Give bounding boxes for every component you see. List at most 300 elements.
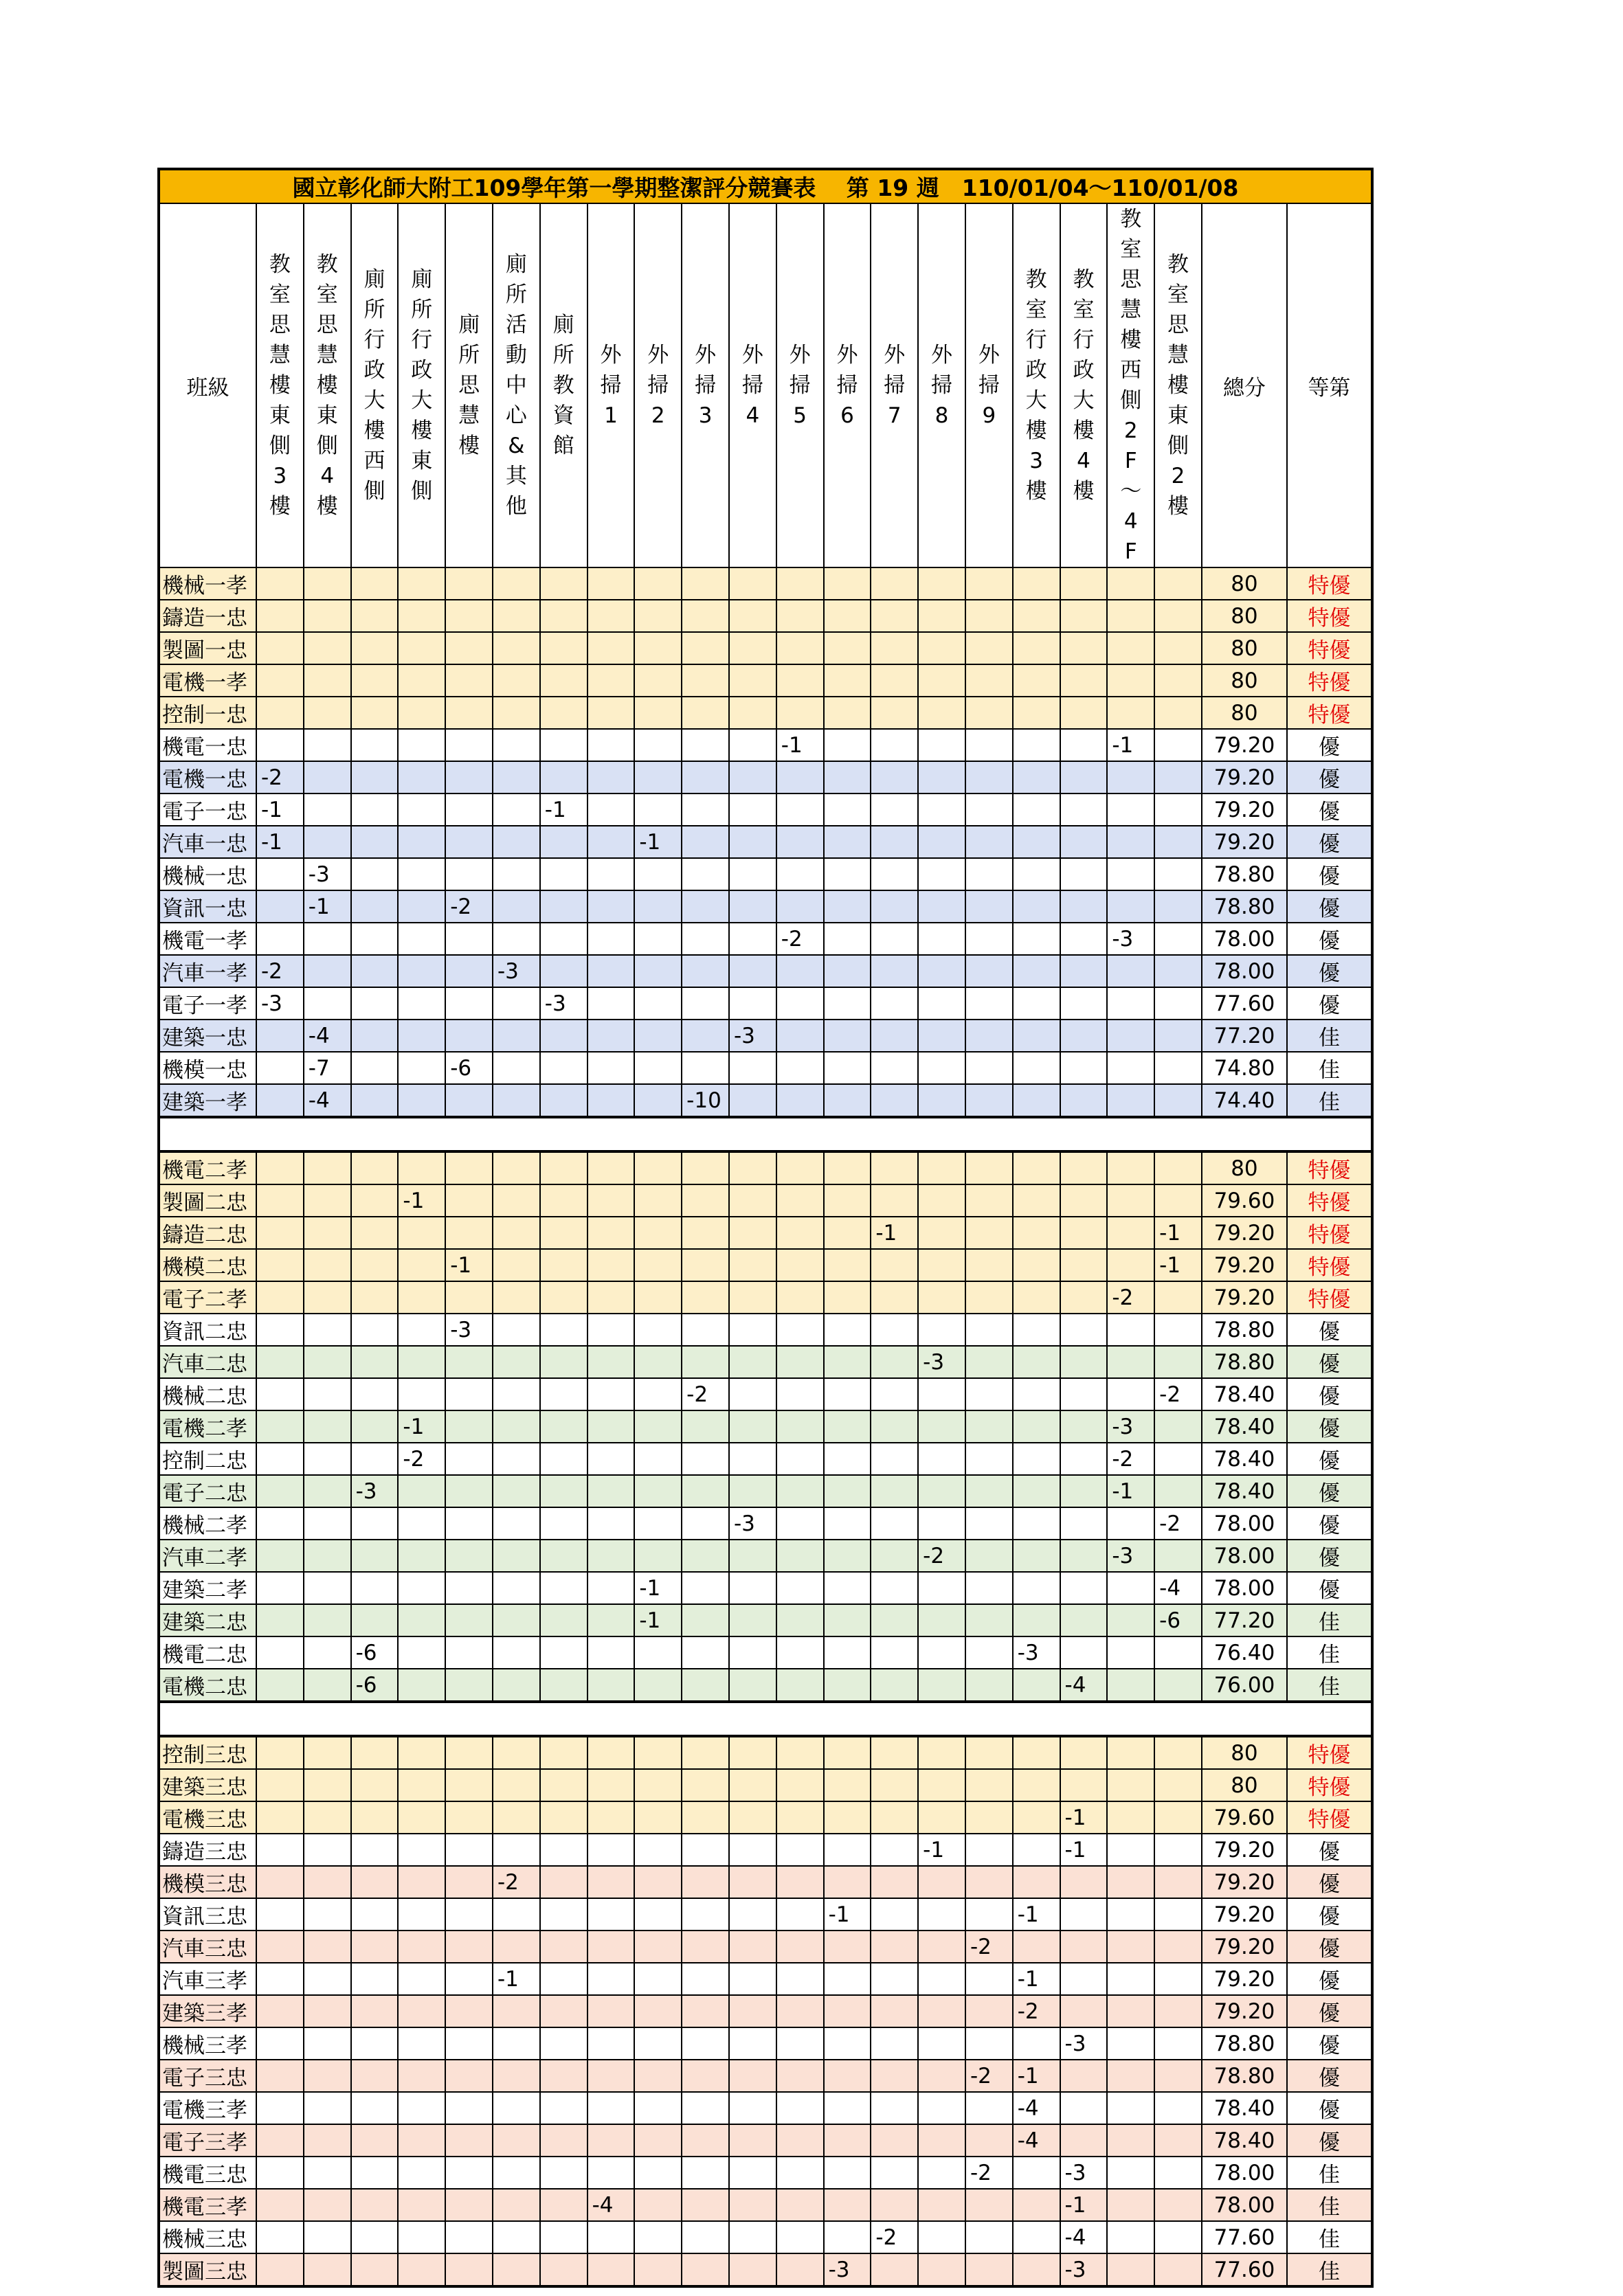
- deduction-cell: [871, 1604, 918, 1636]
- deduction-cell: [729, 761, 776, 794]
- deduction-cell: [304, 2189, 351, 2221]
- deduction-cell: -1: [1107, 1475, 1154, 1507]
- total-score: 77.60: [1202, 2221, 1287, 2253]
- deduction-cell: [540, 2189, 587, 2221]
- deduction-cell: [587, 1995, 635, 2027]
- deduction-cell: [634, 1995, 682, 2027]
- table-row: [159, 2060, 1372, 2092]
- deduction-cell: [493, 1281, 540, 1314]
- deduction-cell: [871, 761, 918, 794]
- section-gap: [159, 1117, 1372, 1151]
- deduction-cell: [587, 1801, 635, 1834]
- deduction-cell: [1107, 2157, 1154, 2189]
- deduction-cell: [256, 1443, 304, 1475]
- deduction-cell: [304, 1995, 351, 2027]
- deduction-cell: [965, 1410, 1013, 1443]
- deduction-cell: [493, 729, 540, 761]
- deduction-cell: [1154, 664, 1202, 697]
- deduction-cell: [493, 1572, 540, 1604]
- deduction-cell: [256, 664, 304, 697]
- deduction-cell: [824, 1736, 871, 1769]
- deduction-cell: -2: [871, 2221, 918, 2253]
- table-row: [159, 632, 1372, 664]
- table-row: [159, 1834, 1372, 1866]
- deduction-cell: [256, 1636, 304, 1669]
- deduction-cell: [1107, 1636, 1154, 1669]
- deduction-cell: [587, 1084, 635, 1117]
- deduction-cell: [965, 664, 1013, 697]
- deduction-cell: [1060, 2124, 1108, 2157]
- deduction-cell: -1: [445, 1249, 493, 1281]
- deduction-cell: [540, 1995, 587, 2027]
- deduction-cell: [540, 1249, 587, 1281]
- deduction-cell: [304, 2157, 351, 2189]
- deduction-cell: [1013, 1410, 1060, 1443]
- table-row: [159, 890, 1372, 923]
- deduction-cell: [1013, 1184, 1060, 1217]
- deduction-cell: [256, 858, 304, 890]
- deduction-cell: [1060, 858, 1108, 890]
- rank-grade: 特優: [1287, 664, 1372, 697]
- deduction-cell: -1: [398, 1184, 445, 1217]
- deduction-cell: [776, 1995, 824, 2027]
- deduction-cell: [540, 761, 587, 794]
- deduction-cell: [351, 923, 399, 955]
- deduction-cell: [634, 567, 682, 600]
- class-name: 鑄造三忠: [159, 1834, 256, 1866]
- deduction-cell: [1013, 1249, 1060, 1281]
- deduction-cell: [1154, 2221, 1202, 2253]
- deduction-cell: [965, 2189, 1013, 2221]
- deduction-cell: [965, 826, 1013, 858]
- deduction-cell: [445, 2060, 493, 2092]
- deduction-cell: [824, 858, 871, 890]
- deduction-cell: [398, 2092, 445, 2124]
- deduction-cell: -4: [1013, 2092, 1060, 2124]
- total-score: 79.60: [1202, 1184, 1287, 1217]
- deduction-cell: [776, 1669, 824, 1702]
- deduction-cell: -6: [351, 1636, 399, 1669]
- deduction-cell: [304, 1443, 351, 1475]
- deduction-cell: [871, 600, 918, 632]
- deduction-cell: [398, 955, 445, 987]
- deduction-cell: [540, 2253, 587, 2286]
- deduction-cell: [729, 2060, 776, 2092]
- deduction-cell: [1107, 2027, 1154, 2060]
- deduction-cell: [1013, 1866, 1060, 1898]
- total-score: 80: [1202, 1151, 1287, 1184]
- deduction-cell: [304, 1866, 351, 1898]
- deduction-cell: [729, 1052, 776, 1084]
- deduction-cell: [682, 826, 729, 858]
- deduction-cell: [398, 890, 445, 923]
- header-col-label: 教室行政大樓4樓: [1073, 267, 1095, 504]
- table-row: [159, 1736, 1372, 1769]
- deduction-cell: -3: [1107, 1410, 1154, 1443]
- deduction-cell: [493, 1769, 540, 1801]
- deduction-cell: [682, 955, 729, 987]
- deduction-cell: [965, 1507, 1013, 1540]
- rank-grade: 優: [1287, 761, 1372, 794]
- total-score: 79.20: [1202, 1281, 1287, 1314]
- class-name: 電機三忠: [159, 1801, 256, 1834]
- deduction-cell: [1107, 1151, 1154, 1184]
- class-name: 電機一孝: [159, 664, 256, 697]
- deduction-cell: [1060, 1410, 1108, 1443]
- table-row: [159, 1604, 1372, 1636]
- deduction-cell: [824, 1636, 871, 1669]
- header-rank: 等第: [1287, 203, 1372, 567]
- deduction-cell: [1154, 955, 1202, 987]
- deduction-cell: [398, 923, 445, 955]
- deduction-cell: -2: [445, 890, 493, 923]
- deduction-cell: [776, 1020, 824, 1052]
- deduction-cell: [1013, 600, 1060, 632]
- deduction-cell: [587, 1217, 635, 1249]
- deduction-cell: [918, 1443, 965, 1475]
- deduction-cell: [918, 664, 965, 697]
- deduction-cell: [965, 987, 1013, 1020]
- deduction-cell: [776, 955, 824, 987]
- deduction-cell: [445, 1669, 493, 1702]
- deduction-cell: -1: [634, 1572, 682, 1604]
- deduction-cell: [445, 1507, 493, 1540]
- deduction-cell: [729, 1184, 776, 1217]
- deduction-cell: [729, 890, 776, 923]
- deduction-cell: [965, 1604, 1013, 1636]
- deduction-cell: [445, 2124, 493, 2157]
- deduction-cell: [729, 729, 776, 761]
- deduction-cell: [824, 923, 871, 955]
- deduction-cell: [304, 1572, 351, 1604]
- deduction-cell: [918, 1475, 965, 1507]
- deduction-cell: [918, 1898, 965, 1931]
- deduction-cell: [445, 1410, 493, 1443]
- deduction-cell: [1107, 2221, 1154, 2253]
- deduction-cell: [540, 2060, 587, 2092]
- deduction-cell: [493, 1020, 540, 1052]
- deduction-cell: [1154, 1898, 1202, 1931]
- total-score: 78.40: [1202, 1378, 1287, 1410]
- deduction-cell: [540, 1898, 587, 1931]
- deduction-cell: [304, 2124, 351, 2157]
- deduction-cell: [729, 1314, 776, 1346]
- deduction-cell: [918, 600, 965, 632]
- deduction-cell: [824, 2189, 871, 2221]
- header-col-label: 廁所行政大樓西側: [363, 267, 385, 504]
- deduction-cell: [587, 1636, 635, 1669]
- deduction-cell: [540, 1736, 587, 1769]
- deduction-cell: [304, 729, 351, 761]
- deduction-cell: [540, 1084, 587, 1117]
- deduction-cell: [351, 794, 399, 826]
- rank-grade: 佳: [1287, 1084, 1372, 1117]
- rank-grade: 佳: [1287, 2189, 1372, 2221]
- deduction-cell: [256, 1669, 304, 1702]
- deduction-cell: [776, 1572, 824, 1604]
- deduction-cell: -2: [965, 1931, 1013, 1963]
- deduction-cell: [682, 987, 729, 1020]
- header-col-label: 廁所行政大樓東側: [411, 267, 433, 504]
- deduction-cell: [540, 632, 587, 664]
- header-col-7: [540, 203, 587, 567]
- deduction-cell: [493, 1931, 540, 1963]
- deduction-cell: [540, 1217, 587, 1249]
- class-name: 建築一孝: [159, 1084, 256, 1117]
- table-row: [159, 1443, 1372, 1475]
- class-name: 建築三孝: [159, 1995, 256, 2027]
- deduction-cell: [776, 1540, 824, 1572]
- deduction-cell: [1060, 1931, 1108, 1963]
- header-col-label: 教室行政大樓3樓: [1025, 267, 1047, 504]
- deduction-cell: [351, 1769, 399, 1801]
- header-col-label: 教室思慧樓東側3樓: [269, 252, 291, 519]
- deduction-cell: [729, 1736, 776, 1769]
- deduction-cell: [729, 1378, 776, 1410]
- deduction-cell: [634, 2027, 682, 2060]
- deduction-cell: [824, 987, 871, 1020]
- rank-grade: 優: [1287, 1410, 1372, 1443]
- deduction-cell: [304, 1184, 351, 1217]
- deduction-cell: [1107, 1866, 1154, 1898]
- deduction-cell: [445, 1346, 493, 1378]
- deduction-cell: [871, 1151, 918, 1184]
- deduction-cell: [1060, 1475, 1108, 1507]
- rank-grade: 優: [1287, 1931, 1372, 1963]
- deduction-cell: [918, 1572, 965, 1604]
- header-col-label: 外掃6: [836, 343, 858, 429]
- deduction-cell: [1154, 1020, 1202, 1052]
- deduction-cell: [965, 632, 1013, 664]
- deduction-cell: [493, 2157, 540, 2189]
- deduction-cell: [965, 2221, 1013, 2253]
- deduction-cell: [398, 1636, 445, 1669]
- deduction-cell: [918, 1249, 965, 1281]
- deduction-cell: [256, 1898, 304, 1931]
- deduction-cell: [256, 2157, 304, 2189]
- deduction-cell: [918, 567, 965, 600]
- deduction-cell: [918, 1052, 965, 1084]
- deduction-cell: [824, 1020, 871, 1052]
- deduction-cell: [398, 1151, 445, 1184]
- total-score: 78.00: [1202, 955, 1287, 987]
- deduction-cell: [398, 2157, 445, 2189]
- deduction-cell: [493, 567, 540, 600]
- deduction-cell: [587, 1963, 635, 1995]
- deduction-cell: [918, 697, 965, 729]
- deduction-cell: [682, 1346, 729, 1378]
- deduction-cell: [398, 1052, 445, 1084]
- deduction-cell: [824, 955, 871, 987]
- deduction-cell: [729, 1410, 776, 1443]
- deduction-cell: -3: [824, 2253, 871, 2286]
- deduction-cell: -3: [1060, 2253, 1108, 2286]
- deduction-cell: [634, 664, 682, 697]
- deduction-cell: [1154, 1314, 1202, 1346]
- deduction-cell: [1060, 664, 1108, 697]
- deduction-cell: [1154, 1346, 1202, 1378]
- deduction-cell: [918, 2060, 965, 2092]
- section-gap: [159, 1702, 1372, 1736]
- table-row: [159, 600, 1372, 632]
- deduction-cell: [871, 1052, 918, 1084]
- deduction-cell: [540, 1475, 587, 1507]
- deduction-cell: [729, 2253, 776, 2286]
- table-row: [159, 1378, 1372, 1410]
- deduction-cell: [634, 794, 682, 826]
- class-name: 製圖三忠: [159, 2253, 256, 2286]
- rank-grade: 佳: [1287, 2157, 1372, 2189]
- deduction-cell: [918, 1801, 965, 1834]
- deduction-cell: [398, 2221, 445, 2253]
- deduction-cell: [1013, 697, 1060, 729]
- rank-grade: 佳: [1287, 1636, 1372, 1669]
- class-name: 機械一忠: [159, 858, 256, 890]
- deduction-cell: [445, 1769, 493, 1801]
- deduction-cell: [398, 1084, 445, 1117]
- deduction-cell: [540, 1314, 587, 1346]
- deduction-cell: [587, 729, 635, 761]
- deduction-cell: [871, 1314, 918, 1346]
- rank-grade: 特優: [1287, 1249, 1372, 1281]
- deduction-cell: [1154, 1540, 1202, 1572]
- deduction-cell: [1060, 2060, 1108, 2092]
- deduction-cell: [824, 729, 871, 761]
- deduction-cell: [824, 1052, 871, 1084]
- deduction-cell: [965, 1769, 1013, 1801]
- deduction-cell: [776, 1801, 824, 1834]
- deduction-cell: [729, 858, 776, 890]
- deduction-cell: [965, 1378, 1013, 1410]
- deduction-cell: [1154, 2060, 1202, 2092]
- deduction-cell: [965, 567, 1013, 600]
- deduction-cell: [682, 632, 729, 664]
- deduction-cell: [445, 1084, 493, 1117]
- deduction-cell: [587, 1052, 635, 1084]
- deduction-cell: [965, 2124, 1013, 2157]
- deduction-cell: [1060, 1084, 1108, 1117]
- rank-grade: 優: [1287, 729, 1372, 761]
- header-col-2: [304, 203, 351, 567]
- deduction-cell: [682, 1410, 729, 1443]
- deduction-cell: [445, 1866, 493, 1898]
- deduction-cell: [1107, 890, 1154, 923]
- deduction-cell: [398, 567, 445, 600]
- deduction-cell: [1154, 987, 1202, 1020]
- table-row: [159, 955, 1372, 987]
- deduction-cell: [587, 2092, 635, 2124]
- deduction-cell: [776, 1084, 824, 1117]
- deduction-cell: [351, 1507, 399, 1540]
- deduction-cell: [256, 1736, 304, 1769]
- deduction-cell: [587, 2027, 635, 2060]
- deduction-cell: [256, 1963, 304, 1995]
- deduction-cell: -1: [1060, 1801, 1108, 1834]
- deduction-cell: [445, 2221, 493, 2253]
- deduction-cell: [1013, 1931, 1060, 1963]
- deduction-cell: [398, 1314, 445, 1346]
- deduction-cell: [682, 1052, 729, 1084]
- deduction-cell: [871, 1866, 918, 1898]
- rank-grade: 優: [1287, 1314, 1372, 1346]
- deduction-cell: [587, 1834, 635, 1866]
- deduction-cell: [824, 1604, 871, 1636]
- deduction-cell: [351, 1249, 399, 1281]
- deduction-cell: [871, 1084, 918, 1117]
- deduction-cell: [1013, 1378, 1060, 1410]
- deduction-cell: [493, 1410, 540, 1443]
- deduction-cell: [634, 632, 682, 664]
- deduction-cell: [1107, 1572, 1154, 1604]
- deduction-cell: [398, 697, 445, 729]
- deduction-cell: [871, 1346, 918, 1378]
- deduction-cell: [493, 826, 540, 858]
- deduction-cell: [540, 955, 587, 987]
- deduction-cell: [351, 1736, 399, 1769]
- deduction-cell: [1013, 664, 1060, 697]
- deduction-cell: [256, 1475, 304, 1507]
- deduction-cell: -1: [1107, 729, 1154, 761]
- deduction-cell: [587, 632, 635, 664]
- deduction-cell: [1060, 1052, 1108, 1084]
- deduction-cell: [729, 1963, 776, 1995]
- rank-grade: 優: [1287, 955, 1372, 987]
- deduction-cell: [729, 955, 776, 987]
- deduction-cell: [445, 1931, 493, 1963]
- deduction-cell: [682, 2124, 729, 2157]
- deduction-cell: [1060, 1020, 1108, 1052]
- deduction-cell: [304, 1378, 351, 1410]
- deduction-cell: [871, 1669, 918, 1702]
- deduction-cell: [1107, 1020, 1154, 1052]
- deduction-cell: [634, 1963, 682, 1995]
- deduction-cell: [634, 1669, 682, 1702]
- deduction-cell: [965, 1443, 1013, 1475]
- deduction-cell: [445, 729, 493, 761]
- deduction-cell: [1060, 1378, 1108, 1410]
- total-score: 79.20: [1202, 1931, 1287, 1963]
- deduction-cell: [1013, 1769, 1060, 1801]
- deduction-cell: [1154, 1410, 1202, 1443]
- deduction-cell: [824, 1475, 871, 1507]
- deduction-cell: [729, 987, 776, 1020]
- rank-grade: 優: [1287, 987, 1372, 1020]
- deduction-cell: [540, 1604, 587, 1636]
- deduction-cell: [918, 1636, 965, 1669]
- deduction-cell: [1013, 2027, 1060, 2060]
- total-score: 77.60: [1202, 987, 1287, 1020]
- table-row: [159, 1963, 1372, 1995]
- deduction-cell: [918, 2157, 965, 2189]
- deduction-cell: [351, 826, 399, 858]
- deduction-cell: [918, 858, 965, 890]
- class-name: 建築二忠: [159, 1604, 256, 1636]
- deduction-cell: [1154, 1084, 1202, 1117]
- deduction-cell: [351, 1184, 399, 1217]
- deduction-cell: [587, 567, 635, 600]
- deduction-cell: [493, 1151, 540, 1184]
- deduction-cell: [682, 1020, 729, 1052]
- rank-grade: 特優: [1287, 1217, 1372, 1249]
- class-name: 機電一忠: [159, 729, 256, 761]
- deduction-cell: [304, 1151, 351, 1184]
- deduction-cell: [445, 923, 493, 955]
- deduction-cell: [824, 1378, 871, 1410]
- deduction-cell: [540, 1801, 587, 1834]
- deduction-cell: [918, 1669, 965, 1702]
- deduction-cell: [493, 1217, 540, 1249]
- class-name: 機電二忠: [159, 1636, 256, 1669]
